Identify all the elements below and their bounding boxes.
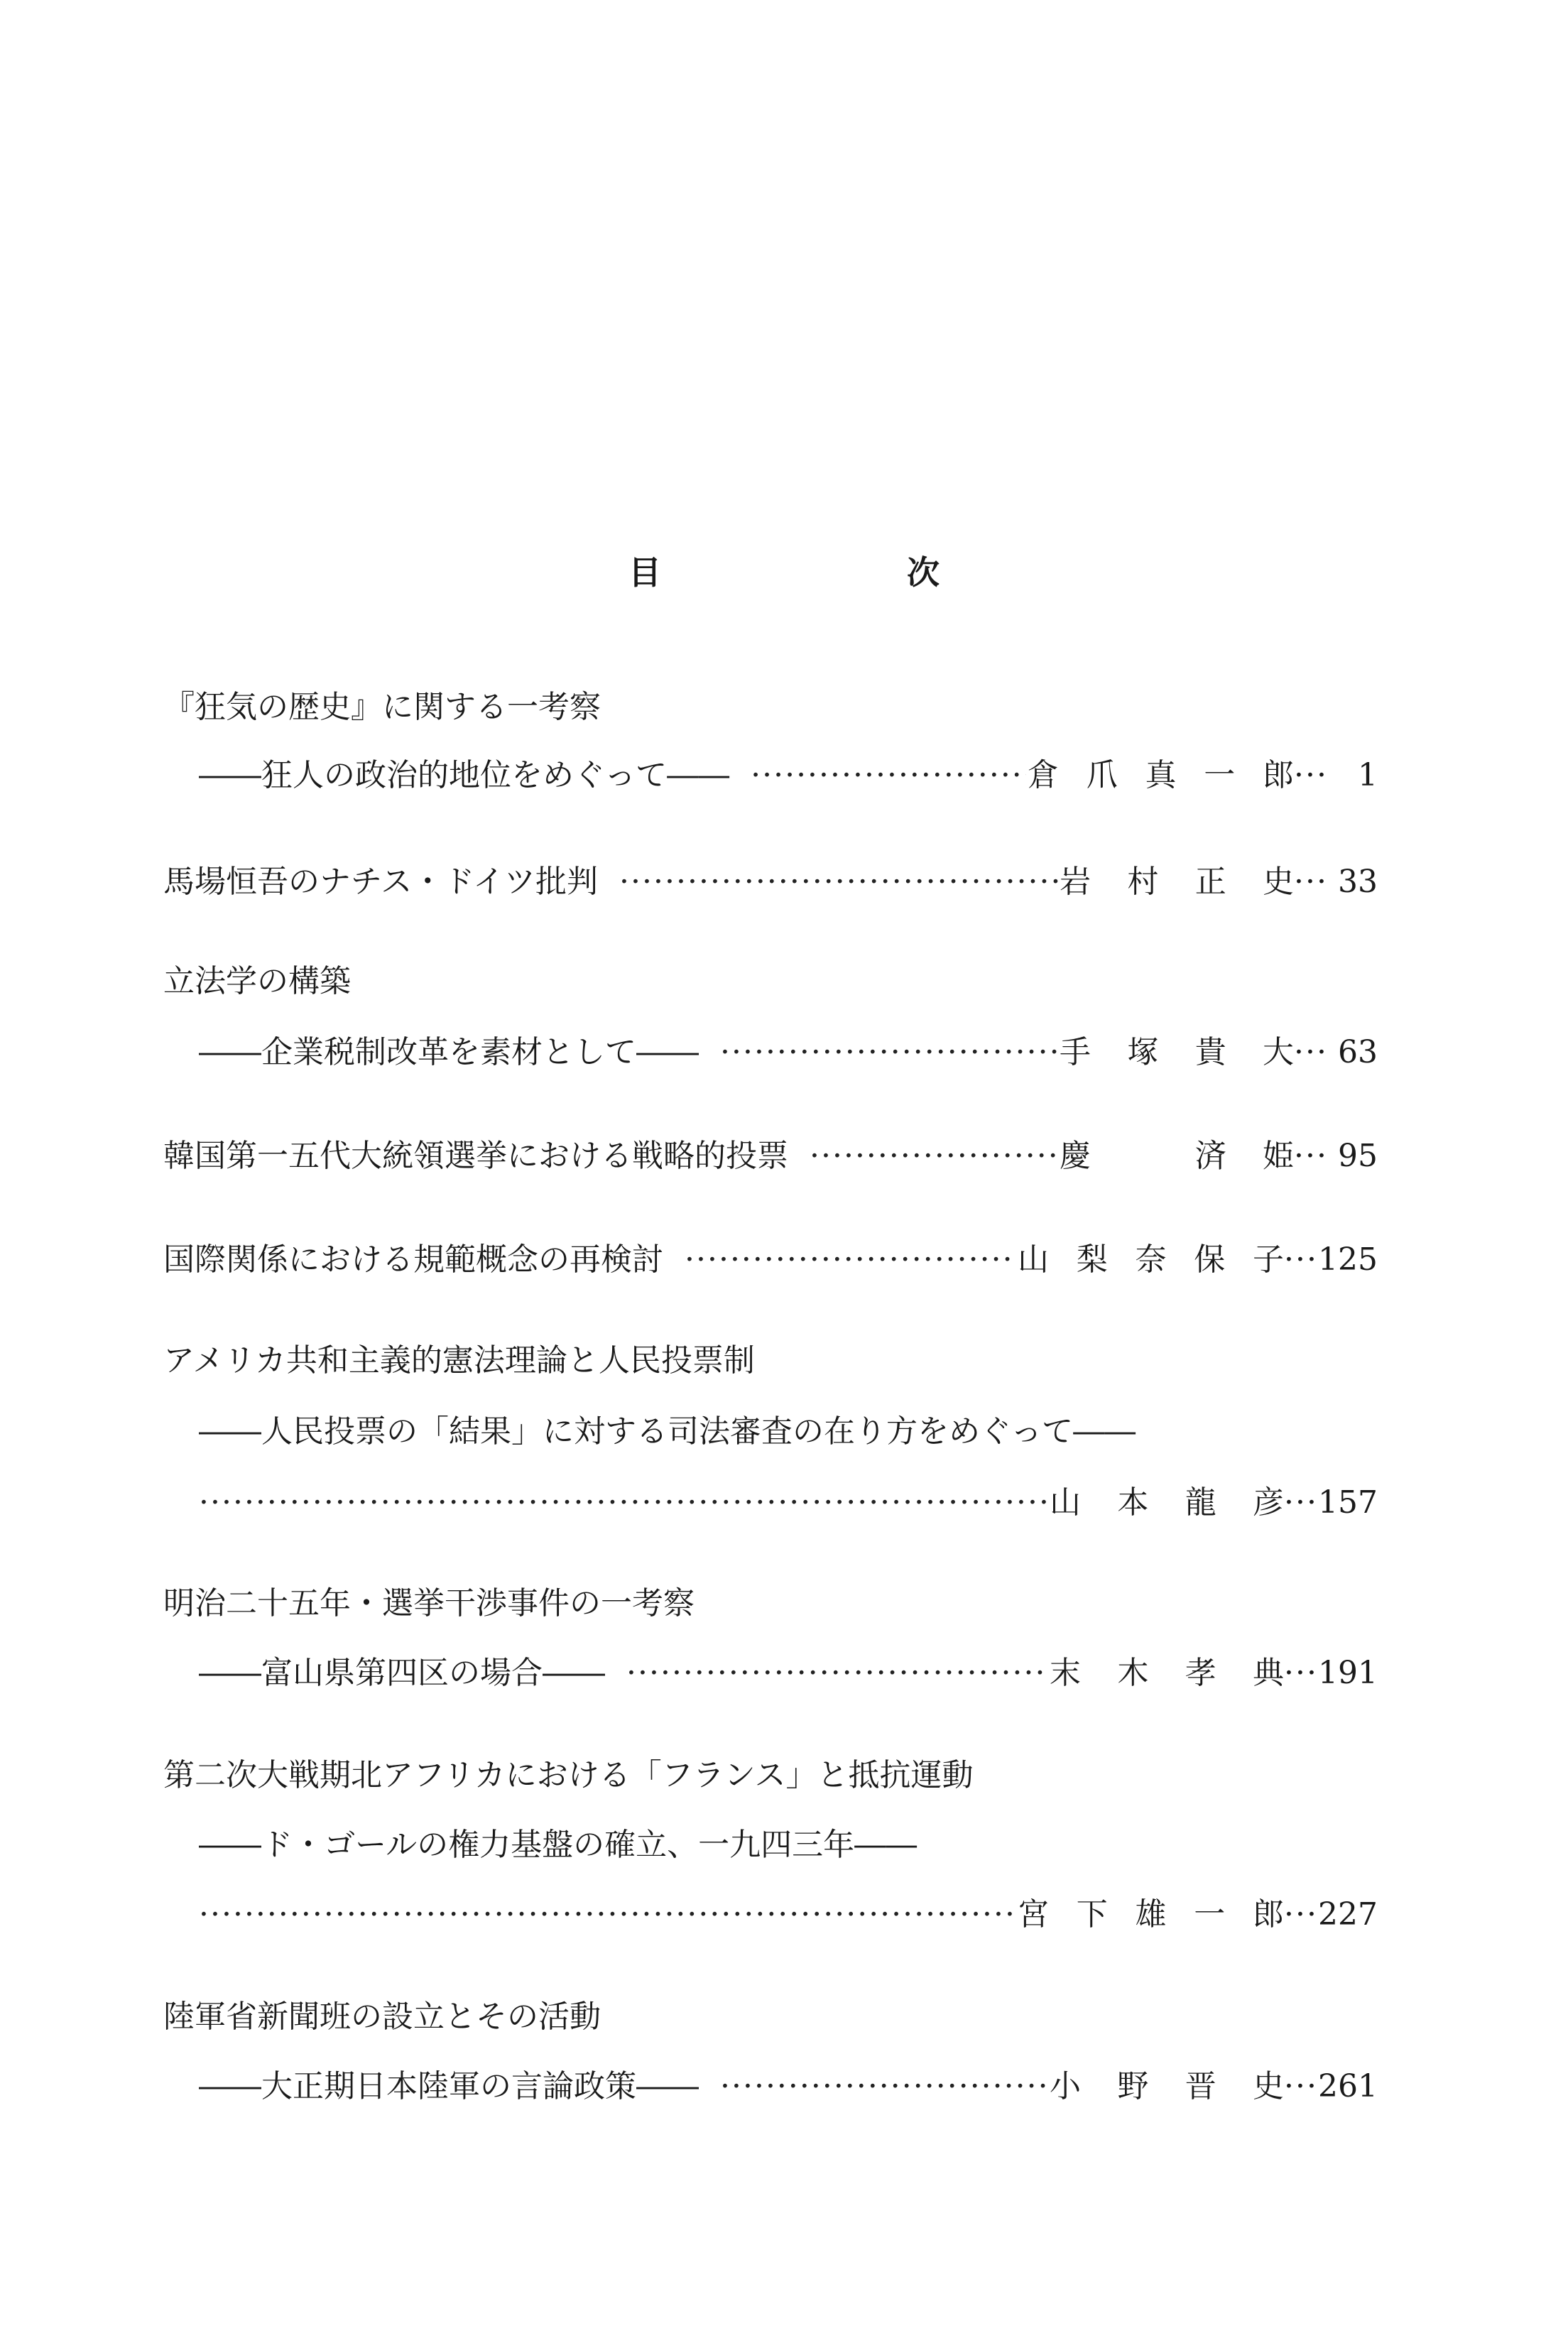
dot-leader bbox=[199, 1892, 1016, 1938]
toc-entry-subtitle bbox=[199, 1409, 1378, 1455]
entry-author: 宮下雄一郎 bbox=[1018, 1896, 1285, 1933]
entry-title: 国際関係における規範概念の再検討 bbox=[163, 1241, 663, 1278]
entry-page: 157 bbox=[1318, 1484, 1378, 1521]
entry-subtitle: ――大正期日本陸軍の言論政策―― bbox=[199, 2068, 699, 2104]
toc-entry-row[interactable] bbox=[199, 753, 1378, 798]
dot-leader: ··· bbox=[1284, 2068, 1319, 2104]
entry-author: 山本龍彦 bbox=[1050, 1484, 1285, 1521]
entry-title: 立法学の構築 bbox=[163, 963, 351, 999]
toc-entry-row[interactable] bbox=[163, 1134, 1378, 1179]
entry-subtitle: ――人民投票の「結果」に対する司法審査の在り方をめぐって―― bbox=[199, 1413, 1136, 1450]
dot-leader bbox=[810, 1134, 1058, 1179]
entry-title: 第二次大戦期北アフリカにおける「フランス」と抵抗運動 bbox=[163, 1757, 974, 1793]
dot-leader bbox=[626, 1651, 1048, 1696]
toc-entry-row[interactable] bbox=[199, 1651, 1378, 1696]
dot-leader bbox=[720, 1030, 1058, 1075]
entry-page: 95 bbox=[1338, 1138, 1378, 1174]
toc-entry-row[interactable] bbox=[199, 1892, 1378, 1938]
entry-subtitle: ――ド・ゴールの権力基盤の確立、一九四三年―― bbox=[199, 1827, 918, 1863]
entry-author: 末木孝典 bbox=[1050, 1655, 1285, 1691]
entry-page: 33 bbox=[1338, 864, 1378, 900]
entry-title: 韓国第一五代大統領選挙における戦略的投票 bbox=[163, 1138, 788, 1174]
toc-entry-subtitle bbox=[199, 1822, 1378, 1868]
toc-entry-row[interactable] bbox=[199, 1030, 1378, 1075]
entry-title: 『狂気の歴史』に関する一考察 bbox=[163, 689, 601, 725]
entry-author: 山梨奈保子 bbox=[1018, 1241, 1285, 1278]
entry-subtitle: ――企業税制改革を素材として―― bbox=[199, 1034, 699, 1070]
entry-subtitle: ――狂人の政治的地位をめぐって―― bbox=[199, 757, 730, 793]
toc-entry-title[interactable] bbox=[163, 685, 1378, 730]
dot-leader bbox=[619, 859, 1058, 905]
toc-entry-row[interactable] bbox=[163, 1237, 1378, 1283]
dot-leader bbox=[685, 1237, 1016, 1283]
toc-entry-title[interactable] bbox=[163, 959, 1378, 1004]
dot-leader: ··· bbox=[1284, 1484, 1319, 1521]
dot-leader: ··· bbox=[1294, 757, 1328, 793]
entry-page: 1 bbox=[1358, 757, 1378, 793]
entry-page: 261 bbox=[1318, 2068, 1378, 2104]
dot-leader: ··· bbox=[1284, 1896, 1319, 1933]
entry-page: 191 bbox=[1318, 1655, 1378, 1691]
dot-leader: ··· bbox=[1294, 864, 1328, 900]
entry-author: 手塚貴大 bbox=[1060, 1034, 1295, 1070]
toc-entry-title[interactable] bbox=[163, 1753, 1378, 1798]
entry-title: 馬場恒吾のナチス・ドイツ批判 bbox=[163, 864, 599, 900]
dot-leader: ··· bbox=[1284, 1655, 1319, 1691]
dot-leader bbox=[199, 1480, 1048, 1526]
entry-subtitle: ――富山県第四区の場合―― bbox=[199, 1655, 605, 1691]
dot-leader: ··· bbox=[1294, 1138, 1328, 1174]
entry-title: アメリカ共和主義的憲法理論と人民投票制 bbox=[163, 1342, 755, 1379]
toc-entry-row[interactable] bbox=[199, 2064, 1378, 2109]
entry-page: 125 bbox=[1318, 1241, 1378, 1278]
toc-entry-title[interactable] bbox=[163, 1338, 1378, 1384]
entry-author: 小野晋史 bbox=[1050, 2068, 1285, 2104]
toc-entry-title[interactable] bbox=[163, 1581, 1378, 1626]
dot-leader: ··· bbox=[1294, 1034, 1328, 1070]
page-title: 目 次 bbox=[628, 553, 1046, 592]
dot-leader bbox=[751, 753, 1026, 798]
entry-page: 227 bbox=[1318, 1896, 1378, 1933]
entry-author: 慶 済姫 bbox=[1060, 1138, 1295, 1174]
dot-leader bbox=[720, 2064, 1048, 2109]
entry-page: 63 bbox=[1338, 1034, 1378, 1070]
entry-author: 岩村正史 bbox=[1060, 864, 1295, 900]
toc-entry-row[interactable] bbox=[163, 859, 1378, 905]
toc-entry-row[interactable] bbox=[199, 1480, 1378, 1526]
dot-leader: ··· bbox=[1284, 1241, 1319, 1278]
entry-author: 倉爪真一郎 bbox=[1028, 757, 1295, 793]
entry-title: 明治二十五年・選挙干渉事件の一考察 bbox=[163, 1585, 695, 1621]
toc-entry-title[interactable] bbox=[163, 1994, 1378, 2040]
entry-title: 陸軍省新聞班の設立とその活動 bbox=[163, 1999, 601, 2035]
